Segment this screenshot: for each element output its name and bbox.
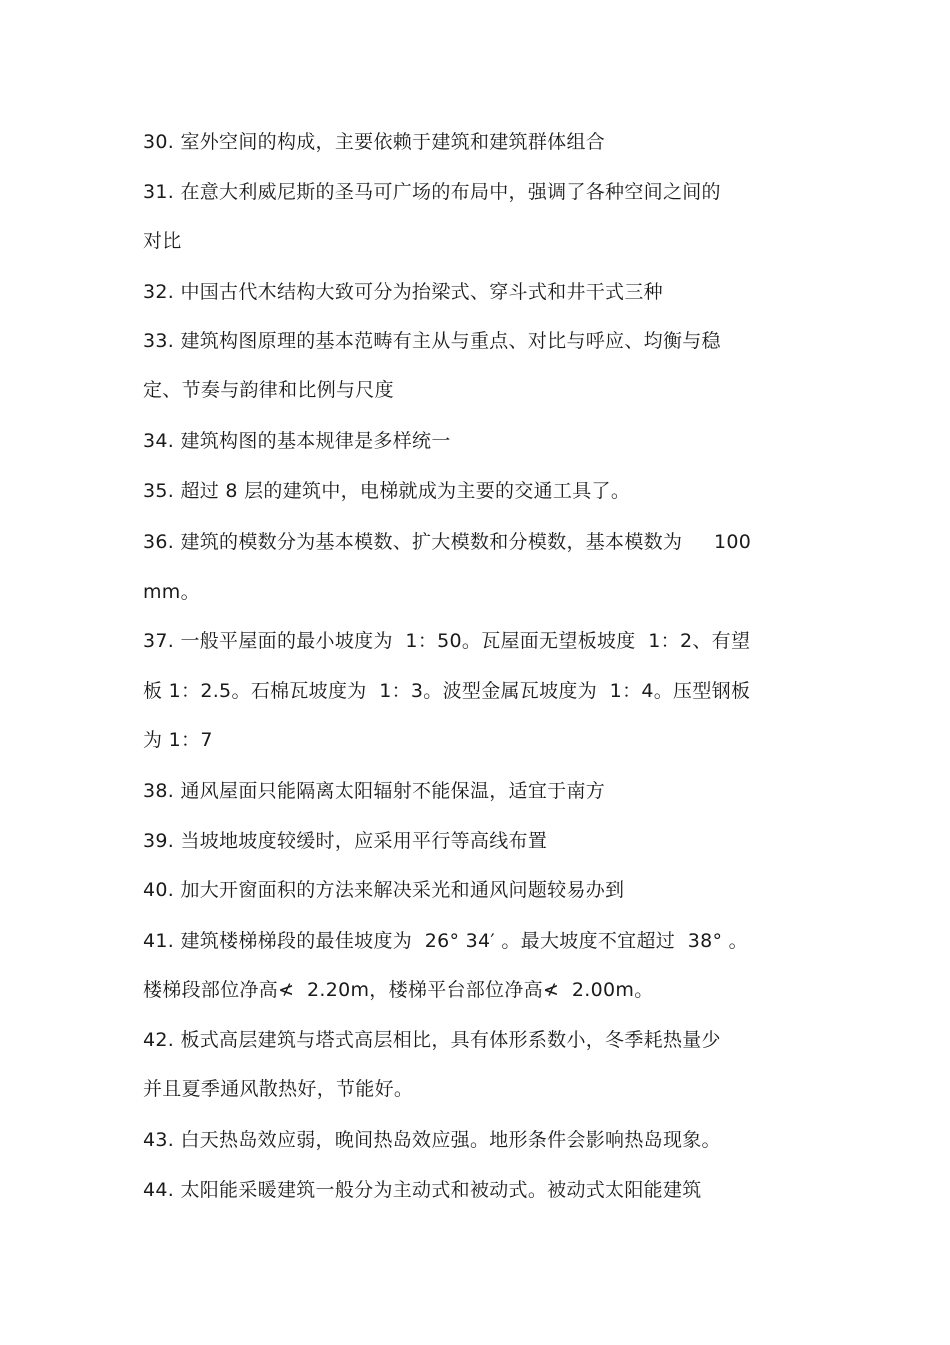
text-line-31: 31. 在意大利威尼斯的圣马可广场的布局中，强调了各种空间之间的 xyxy=(143,181,721,203)
text-line-38: 38. 通风屋面只能隔离太阳辐射不能保温，适宜于南方 xyxy=(143,780,606,802)
text-line-44: 44. 太阳能采暖建筑一般分为主动式和被动式。被动式太阳能建筑 xyxy=(143,1179,702,1201)
text-line-42: 42. 板式高层建筑与塔式高层相比，具有体形系数小，冬季耗热量少 xyxy=(143,1029,721,1051)
text-line-31-cont: 对比 xyxy=(143,230,182,252)
text-line-34: 34. 建筑构图的基本规律是多样统一 xyxy=(143,430,451,452)
text-line-32: 32. 中国古代木结构大致可分为抬梁式、穿斗式和井干式三种 xyxy=(143,281,663,303)
text-line-42-cont: 并且夏季通风散热好，节能好。 xyxy=(143,1078,414,1100)
text-line-33-cont: 定、节奏与韵律和比例与尺度 xyxy=(143,379,394,401)
text-line-36: 36. 建筑的模数分为基本模数、扩大模数和分模数，基本模数为 100 xyxy=(143,531,752,553)
text-line-40: 40. 加大开窗面积的方法来解决采光和通风问题较易办到 xyxy=(143,879,625,901)
text-line-37: 37. 一般平屋面的最小坡度为 1：50。瓦屋面无望板坡度 1：2、有望 xyxy=(143,630,751,652)
text-line-41-cont: 楼梯段部位净高≮ 2.20m，楼梯平台部位净高≮ 2.00m。 xyxy=(143,979,654,1001)
text-line-37-end: 为 1：7 xyxy=(143,729,213,751)
text-line-39: 39. 当坡地坡度较缓时，应采用平行等高线布置 xyxy=(143,830,548,852)
text-line-33: 33. 建筑构图原理的基本范畴有主从与重点、对比与呼应、均衡与稳 xyxy=(143,330,721,352)
text-line-35: 35. 超过 8 层的建筑中，电梯就成为主要的交通工具了。 xyxy=(143,480,631,502)
text-line-30: 30. 室外空间的构成，主要依赖于建筑和建筑群体组合 xyxy=(143,131,606,153)
text-line-41: 41. 建筑楼梯梯段的最佳坡度为 26° 34′ 。最大坡度不宜超过 38° 。 xyxy=(143,930,748,952)
text-line-37-cont: 板 1：2.5。石棉瓦坡度为 1：3。波型金属瓦坡度为 1：4。压型钢板 xyxy=(143,680,751,702)
text-line-36-cont: mm。 xyxy=(143,581,200,603)
text-line-43: 43. 白天热岛效应弱，晚间热岛效应强。地形条件会影响热岛现象。 xyxy=(143,1129,721,1151)
